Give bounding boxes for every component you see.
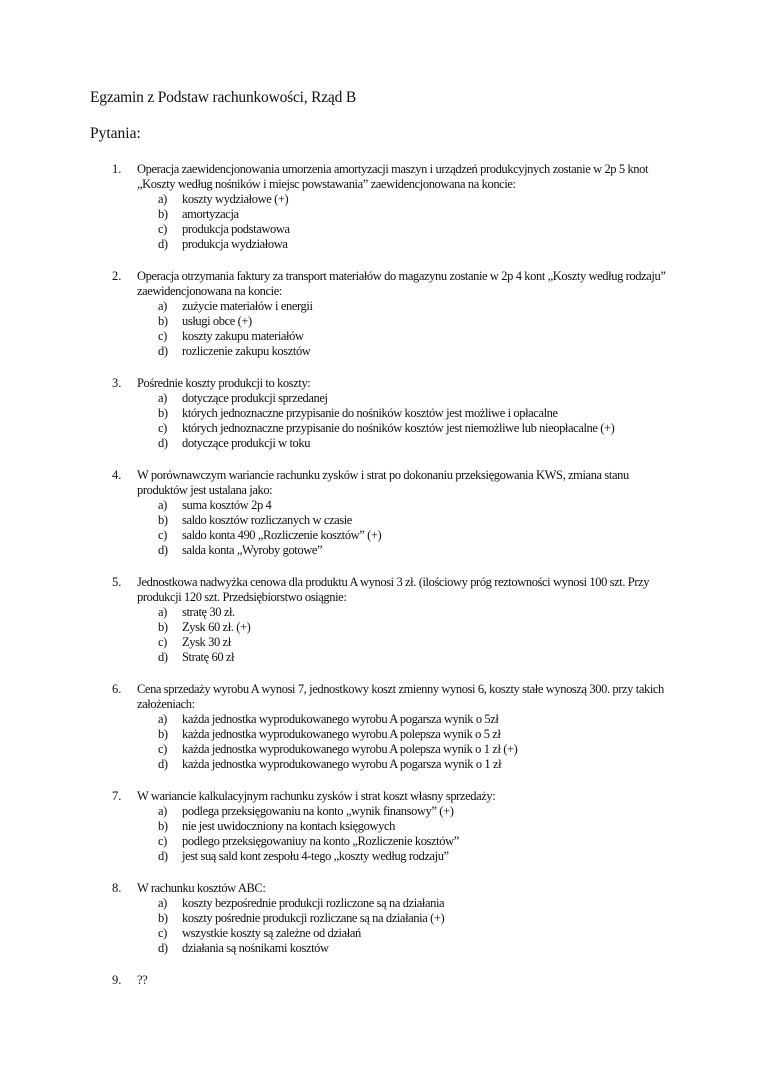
answer-text: których jednoznaczne przypisanie do nośników kosztów jest możliwe i opłacalne: [182, 406, 558, 420]
answer-option: [0, 605, 760, 620]
answer-text: działania są nośnikami kosztów: [182, 941, 329, 955]
answer-list: [0, 605, 760, 665]
answer-text: każda jednostka wyprodukowanego wyrobu A polepsza wynik o 1 zł (+): [182, 742, 518, 756]
answer-text: dotyczące produkcji w toku: [182, 436, 311, 450]
answer-text: nie jest uwidoczniony na kontach księgowych: [182, 819, 395, 833]
answer-letter: c): [158, 926, 167, 940]
question-text: Jednostkowa nadwyżka cenowa dla produktu A wynosi 3 zł. (ilościowy próg reztowności wynosi 100 szt. Przy produkcji 120 szt. Przedsiębiorstwo osiągnie:: [137, 575, 650, 604]
answer-list: [0, 391, 760, 451]
answer-text: Zysk 30 zł: [182, 635, 231, 649]
answer-letter: c): [158, 421, 167, 435]
answer-option: [0, 834, 760, 849]
answer-text: Zysk 60 zł. (+): [182, 620, 251, 634]
answer-text: których jednoznaczne przypisanie do nośników kosztów jest niemożliwe lub nieopłacalne (+): [182, 421, 615, 435]
answer-text: podlego przeksięgowaniuy na konto „Rozliczenie kosztów”: [182, 834, 459, 848]
answer-letter: b): [158, 819, 168, 833]
question-7: [0, 789, 760, 864]
answer-letter: c): [158, 742, 167, 756]
answer-option: [0, 436, 760, 451]
answer-text: saldo kosztów rozliczanych w czasie: [182, 513, 352, 527]
question-5: [0, 575, 760, 665]
answer-letter: d): [158, 849, 168, 863]
answer-letter: a): [158, 391, 167, 405]
question-3: [0, 376, 760, 451]
answer-letter: d): [158, 436, 168, 450]
answer-text: koszty wydziałowe (+): [182, 192, 289, 206]
answer-option: [0, 406, 760, 421]
answer-letter: a): [158, 498, 167, 512]
answer-text: wszystkie koszty są zależne od działań: [182, 926, 361, 940]
question-number: 4.: [112, 468, 122, 482]
answer-option: [0, 650, 760, 665]
answer-option: [0, 849, 760, 864]
answer-option: [0, 222, 760, 237]
answer-letter: d): [158, 757, 168, 771]
question-text: W rachunku kosztów ABC:: [137, 881, 266, 895]
answer-letter: a): [158, 605, 167, 619]
answer-text: saldo konta 490 „Rozliczenie kosztów” (+): [182, 528, 382, 542]
answer-text: każda jednostka wyprodukowanego wyrobu A pogarsza wynik o 5zł: [182, 712, 499, 726]
question-number: 6.: [112, 682, 122, 696]
answer-option: [0, 513, 760, 528]
question-text: Operacja otrzymania faktury za transport materiałów do magazynu zostanie w 2p 4 kont „Koszty według rodzaju” zaewidencjonowana na koncie:: [137, 269, 666, 298]
question-text: ??: [137, 973, 148, 987]
answer-letter: b): [158, 207, 168, 221]
answer-text: amortyzacja: [182, 207, 239, 221]
question-text: W wariancie kalkulacyjnym rachunku zysków i strat koszt własny sprzedaży:: [137, 789, 496, 803]
question-text: Operacja zaewidencjonowania umorzenia amortyzacji maszyn i urządzeń produkcyjnych zostanie w 2p 5 knot „Koszty według nośników i miejsc powstawania” zaewidencjonowana na koncie:: [137, 162, 649, 191]
answer-option: [0, 819, 760, 834]
answer-option: [0, 421, 760, 436]
answer-text: stratę 30 zł.: [182, 605, 235, 619]
question-1: [0, 162, 760, 252]
answer-letter: c): [158, 635, 167, 649]
answer-option: [0, 757, 760, 772]
answer-letter: b): [158, 727, 168, 741]
question-8: [0, 881, 760, 956]
question-number: 9.: [112, 973, 122, 987]
answer-option: [0, 329, 760, 344]
answer-text: rozliczenie zakupu kosztów: [182, 344, 311, 358]
answer-option: [0, 911, 760, 926]
answer-letter: a): [158, 299, 167, 313]
answer-text: salda konta „Wyroby gotowe”: [182, 543, 323, 557]
answer-text: Stratę 60 zł: [182, 650, 235, 664]
answer-list: [0, 299, 760, 359]
answer-option: [0, 620, 760, 635]
question-text: W porównawczym wariancie rachunku zysków i strat po dokonaniu przeksięgowania KWS, zmiana stanu produktów jest ustalana jako:: [137, 468, 629, 497]
answer-letter: b): [158, 620, 168, 634]
answer-text: usługi obce (+): [182, 314, 252, 328]
question-text: Cena sprzedaży wyrobu A wynosi 7, jednostkowy koszt zmienny wynosi 6, koszty stałe wynoszą 300. przy takich założeniach:: [137, 682, 664, 711]
answer-option: [0, 941, 760, 956]
answer-list: [0, 804, 760, 864]
answer-letter: a): [158, 712, 167, 726]
answer-letter: c): [158, 222, 167, 236]
answer-letter: c): [158, 834, 167, 848]
answer-option: [0, 926, 760, 941]
answer-option: [0, 742, 760, 757]
answer-option: [0, 299, 760, 314]
answer-letter: b): [158, 314, 168, 328]
answer-option: [0, 344, 760, 359]
answer-list: [0, 498, 760, 558]
question-6: [0, 682, 760, 772]
question-number: 2.: [112, 269, 122, 283]
answer-option: [0, 498, 760, 513]
answer-letter: a): [158, 804, 167, 818]
answer-option: [0, 727, 760, 742]
question-list: [0, 162, 760, 1005]
answer-letter: d): [158, 543, 168, 557]
answer-letter: d): [158, 344, 168, 358]
answer-text: każda jednostka wyprodukowanego wyrobu A pogarsza wynik o 1 zł: [182, 757, 502, 771]
answer-letter: c): [158, 528, 167, 542]
question-number: 7.: [112, 789, 122, 803]
answer-text: produkcja podstawowa: [182, 222, 290, 236]
answer-letter: c): [158, 329, 167, 343]
answer-list: [0, 192, 760, 252]
answer-option: [0, 207, 760, 222]
answer-text: produkcja wydziałowa: [182, 237, 288, 251]
answer-option: [0, 314, 760, 329]
question-number: 5.: [112, 575, 122, 589]
answer-text: podlega przeksięgowaniu na konto „wynik finansowy” (+): [182, 804, 454, 818]
answer-letter: d): [158, 237, 168, 251]
answer-option: [0, 528, 760, 543]
question-number: 8.: [112, 881, 122, 895]
question-text: Pośrednie koszty produkcji to koszty:: [137, 376, 311, 390]
answer-text: koszty pośrednie produkcji rozliczane są na działania (+): [182, 911, 445, 925]
answer-letter: b): [158, 406, 168, 420]
answer-text: jest suą sald kont zespołu 4-tego „koszty według rodzaju”: [182, 849, 449, 863]
document-title: Egzamin z Podstaw rachunkowości, Rząd B: [90, 89, 356, 106]
questions-heading: Pytania:: [90, 125, 141, 142]
answer-text: koszty zakupu materiałów: [182, 329, 304, 343]
question-9: [0, 973, 760, 988]
answer-text: koszty bezpośrednie produkcji rozliczone są na działania: [182, 896, 445, 910]
answer-letter: d): [158, 650, 168, 664]
answer-text: każda jednostka wyprodukowanego wyrobu A polepsza wynik o 5 zł: [182, 727, 501, 741]
answer-letter: b): [158, 513, 168, 527]
answer-option: [0, 804, 760, 819]
answer-text: zużycie materiałów i energii: [182, 299, 313, 313]
question-number: 1.: [112, 162, 122, 176]
answer-option: [0, 192, 760, 207]
question-2: [0, 269, 760, 359]
answer-option: [0, 391, 760, 406]
answer-option: [0, 712, 760, 727]
answer-letter: a): [158, 896, 167, 910]
answer-list: [0, 896, 760, 956]
answer-list: [0, 712, 760, 772]
answer-letter: a): [158, 192, 167, 206]
answer-letter: d): [158, 941, 168, 955]
question-4: [0, 468, 760, 558]
answer-letter: b): [158, 911, 168, 925]
answer-text: dotyczące produkcji sprzedanej: [182, 391, 328, 405]
answer-option: [0, 896, 760, 911]
answer-text: suma kosztów 2p 4: [182, 498, 272, 512]
answer-option: [0, 543, 760, 558]
answer-option: [0, 237, 760, 252]
question-number: 3.: [112, 376, 122, 390]
answer-option: [0, 635, 760, 650]
